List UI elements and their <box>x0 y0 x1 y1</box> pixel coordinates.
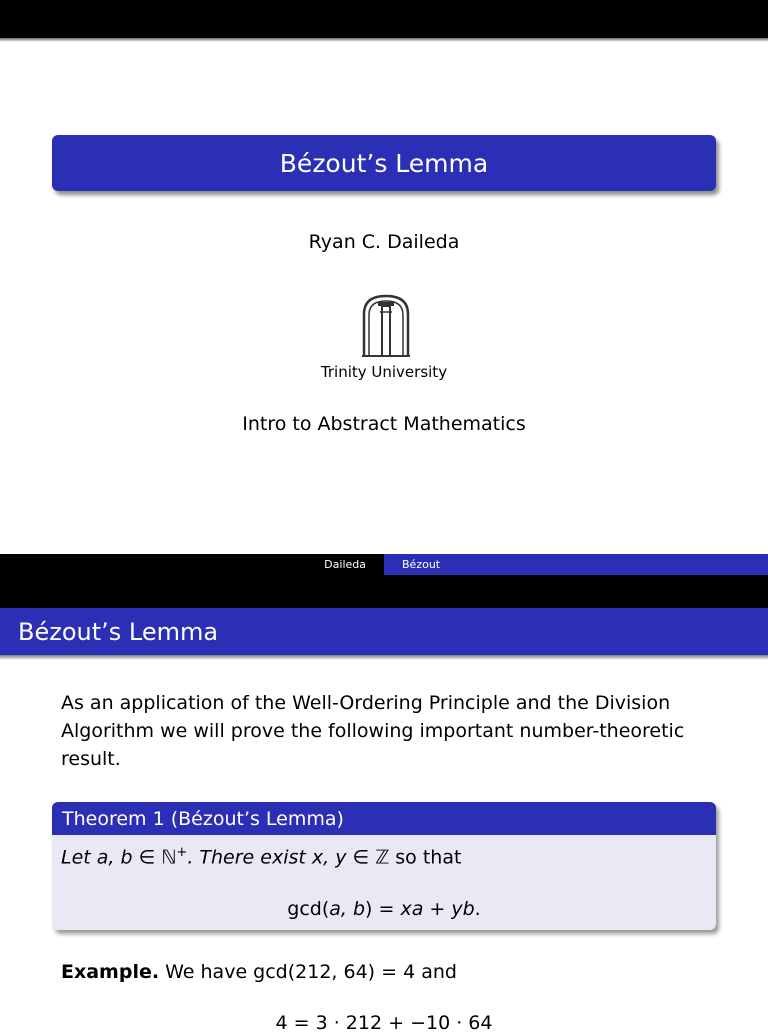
footer-author: Daileda <box>324 558 366 571</box>
frame-title-shadow <box>0 655 768 660</box>
example-label: Example. <box>61 961 160 983</box>
eq-end: . <box>474 898 481 920</box>
slide-title <box>52 135 716 191</box>
slide-title-text: Bézout’s Lemma <box>279 148 489 178</box>
theorem-equation <box>52 898 716 920</box>
course-name: Intro to Abstract Mathematics <box>242 413 526 435</box>
statement-vars: a, b <box>96 846 133 869</box>
theorem-heading-text: Theorem 1 (Bézout’s Lemma) <box>62 807 344 830</box>
theorem-body <box>52 835 716 930</box>
eq-mid: ) = <box>365 898 401 920</box>
statement-set: ∈ ℕ <box>132 846 177 869</box>
institute-name: Trinity University <box>320 363 448 381</box>
footer-short-title: Bézout <box>384 554 768 575</box>
top-black-bar <box>0 0 768 38</box>
eq-gcd: gcd( <box>287 898 330 920</box>
trinity-logo-icon <box>358 292 414 358</box>
frame-title <box>0 608 768 655</box>
theorem-block <box>52 802 716 930</box>
statement-set: ∈ ℤ so that <box>346 846 462 869</box>
statement-part: Let <box>61 846 97 869</box>
statement-xy: x, y <box>311 846 347 869</box>
theorem-statement <box>61 845 461 868</box>
example-equation-partial: 4 = 3 · 212 + −10 · 64 <box>275 1012 493 1034</box>
statement-part: . There exist <box>187 846 312 869</box>
top-bar-shadow <box>0 38 768 42</box>
intro-paragraph: As an application of the Well-Ordering Principle and the Division Algorithm we will prove the following important number-theoretic result. <box>61 692 685 770</box>
example-line <box>61 961 457 983</box>
theorem-heading <box>52 802 716 835</box>
author-name: Ryan C. Daileda <box>308 231 460 253</box>
eq-rhs: xa + yb <box>400 898 475 920</box>
frame-title-text: Bézout’s Lemma <box>18 617 219 646</box>
slide-separator-bar <box>0 575 768 608</box>
example-text: We have gcd(212, 64) = 4 and <box>159 961 457 983</box>
eq-ab: a, b <box>329 898 366 920</box>
statement-sup: + <box>176 845 188 860</box>
